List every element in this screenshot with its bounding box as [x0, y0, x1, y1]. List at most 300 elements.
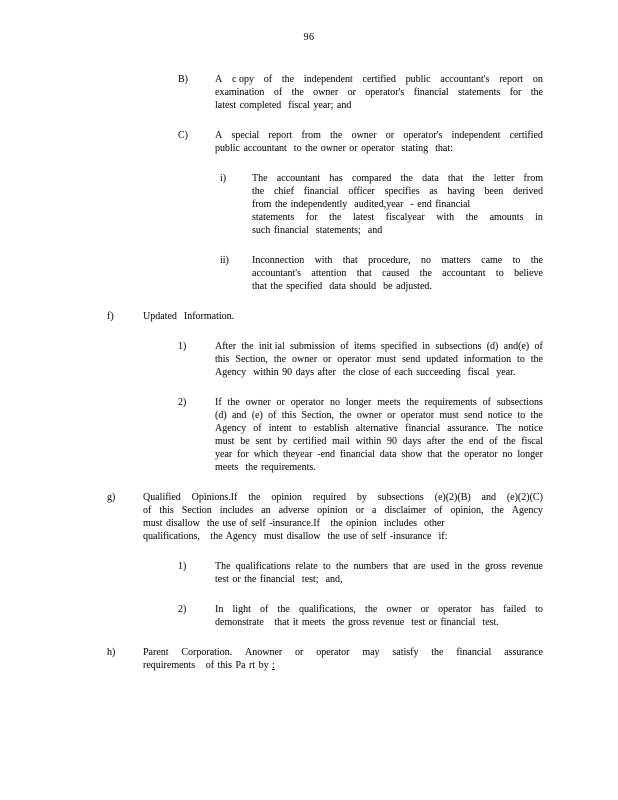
text-word: subsections	[377, 492, 424, 503]
text-word: financial	[303, 186, 339, 197]
text-line-content: meets the requirements.	[215, 462, 316, 473]
text-line	[215, 573, 543, 586]
text-word: of	[253, 423, 262, 434]
text-word: owner	[292, 354, 318, 365]
text-line	[215, 129, 543, 142]
text-line-content: from the independently audited,year - end financial	[252, 199, 471, 210]
text-word: data	[379, 449, 397, 460]
item-marker: h)	[107, 647, 116, 658]
text-word: certified	[293, 436, 327, 447]
text-word: to	[495, 268, 504, 279]
item-marker: B)	[178, 74, 188, 85]
item-text	[215, 396, 543, 474]
text-word: for	[305, 212, 318, 223]
text-line	[215, 409, 543, 422]
text-word: If	[215, 397, 222, 408]
text-word: this	[159, 505, 174, 516]
text-word: the	[277, 604, 290, 615]
text-line	[143, 310, 543, 323]
text-word: the	[419, 268, 432, 279]
text-word: has	[480, 604, 494, 615]
text-word: statements	[458, 87, 501, 98]
text-line-content: qualifications, the Agency must disallow the use of self -insurance if:	[143, 531, 448, 542]
text-word: -end	[317, 449, 336, 460]
text-word: show	[401, 449, 423, 460]
text-line-content: such financial statements; and	[252, 225, 383, 236]
text-word: operator	[337, 354, 371, 365]
text-word: of	[482, 397, 491, 408]
text-word: of	[263, 74, 273, 85]
doc-item-f-2	[178, 396, 543, 474]
text-word: or	[385, 130, 395, 141]
text-word: requirements	[424, 397, 477, 408]
text-word: within	[355, 436, 382, 447]
text-word: Section,	[301, 410, 335, 421]
text-word: which	[253, 449, 279, 460]
text-word: satisfy	[392, 647, 419, 658]
text-word: or	[355, 505, 365, 516]
text-word: or	[276, 397, 285, 408]
text-word: light	[232, 604, 251, 615]
text-word: operator	[464, 449, 498, 460]
text-word: be	[240, 436, 250, 447]
text-line	[215, 461, 543, 474]
text-line	[252, 267, 543, 280]
text-word: of	[273, 87, 283, 98]
text-word: to	[517, 354, 525, 365]
text-line-content: that the specified data should be adjusted.	[252, 281, 432, 292]
text-word: came	[481, 255, 503, 266]
text-word: After	[215, 341, 237, 352]
text-word: latest	[353, 212, 375, 223]
text-line	[215, 435, 543, 448]
doc-item-B	[178, 73, 543, 112]
text-word: the	[291, 87, 304, 98]
text-word: owner	[351, 130, 377, 141]
text-line	[252, 185, 543, 198]
text-word: the	[467, 561, 480, 572]
text-word: as	[429, 186, 438, 197]
text-line	[215, 340, 543, 353]
text-word: believe	[514, 268, 543, 279]
text-word: no	[420, 255, 431, 266]
text-word: independent	[451, 130, 501, 141]
text-line-content: test or the financial test; and,	[215, 574, 343, 585]
text-word: report	[499, 74, 524, 85]
item-marker: 2)	[178, 397, 187, 408]
text-word: matters	[441, 255, 471, 266]
text-word: Agency	[215, 423, 247, 434]
text-word: officer	[348, 186, 375, 197]
text-word: the	[248, 492, 261, 503]
text-word: the	[530, 87, 543, 98]
text-word: chief	[273, 186, 294, 197]
doc-item-g-1	[178, 560, 543, 586]
text-word: owner	[245, 397, 271, 408]
text-word: Inconnection	[252, 255, 305, 266]
text-word: alternative	[355, 423, 398, 434]
text-word: the	[491, 505, 504, 516]
text-word: amounts	[489, 212, 524, 223]
text-word: public	[405, 74, 431, 85]
text-word: the	[530, 410, 543, 421]
text-line	[252, 198, 543, 211]
text-word: A	[215, 74, 223, 85]
text-word: the	[530, 354, 543, 365]
item-marker: C)	[178, 130, 188, 141]
text-word: qualifications,	[298, 604, 356, 615]
text-word: (e)(2)(C)	[506, 492, 543, 503]
text-word: gross	[484, 561, 507, 572]
text-word: must	[439, 410, 459, 421]
text-word: The	[252, 173, 268, 184]
text-word: the	[406, 397, 419, 408]
text-word: the	[273, 354, 287, 365]
text-word: opinion	[317, 505, 348, 516]
text-word: from	[301, 130, 321, 141]
text-word: sent	[255, 436, 272, 447]
item-text	[143, 646, 543, 672]
text-word: the	[431, 647, 444, 658]
text-word: no	[329, 397, 340, 408]
item-marker: 1)	[178, 341, 187, 352]
text-word: the	[451, 436, 464, 447]
text-word: financial	[339, 449, 375, 460]
text-line	[252, 254, 543, 267]
text-line	[252, 280, 543, 293]
text-word: operator	[316, 647, 350, 658]
text-word: data	[422, 173, 439, 184]
doc-item-C-ii	[220, 254, 543, 293]
text-word: financial	[405, 423, 441, 434]
text-word: may	[362, 647, 380, 658]
doc-item-C-i	[220, 172, 543, 237]
text-word: (d)	[215, 410, 227, 421]
item-text	[252, 254, 543, 293]
text-word: operator	[290, 397, 325, 408]
doc-item-g-2	[178, 603, 543, 629]
text-word: the	[503, 436, 516, 447]
text-word: assurance.	[447, 423, 489, 434]
text-word: adverse	[278, 505, 310, 516]
text-word: special	[231, 130, 260, 141]
text-line-content: must disallow the use of self -insurance.If the opinion includes other	[143, 518, 445, 529]
text-word: subsections	[496, 397, 543, 408]
text-line-content: public accountant to the owner or operator stating that:	[215, 143, 453, 154]
text-word: the	[227, 397, 240, 408]
text-word: with	[436, 212, 455, 223]
text-line-content: demonstrate that it meets the gross revenue test or financial test.	[215, 617, 499, 628]
item-marker: f)	[107, 311, 114, 322]
text-word: that	[448, 173, 464, 184]
text-word: must	[376, 354, 397, 365]
text-line	[215, 616, 543, 629]
text-word: of	[434, 505, 443, 516]
text-word: the	[252, 186, 265, 197]
text-line	[215, 396, 543, 409]
doc-item-f	[107, 310, 543, 323]
text-line-content: requirements of this Pa rt by	[143, 660, 273, 671]
item-text	[215, 340, 543, 379]
text-word: of	[534, 341, 543, 352]
text-line	[215, 560, 543, 573]
text-word: fiscalyear	[385, 212, 425, 223]
text-line	[215, 99, 543, 112]
text-word: In	[215, 604, 224, 615]
text-word: been	[484, 186, 504, 197]
text-word: for	[237, 449, 249, 460]
text-word: the	[447, 449, 460, 460]
text-word: specified	[380, 341, 417, 352]
item-marker: i)	[220, 173, 227, 184]
text-word: the	[530, 255, 543, 266]
text-word: compared	[351, 173, 392, 184]
document-body	[0, 73, 618, 672]
text-word: the	[472, 173, 485, 184]
text-word: The	[215, 561, 231, 572]
text-word: from	[523, 173, 543, 184]
text-word: attention	[311, 268, 347, 279]
text-word: on	[532, 74, 543, 85]
text-word: accountant	[442, 268, 486, 279]
text-word: caused	[382, 268, 410, 279]
text-line-content: Updated Information.	[143, 311, 235, 322]
text-line	[252, 211, 543, 224]
text-word: (e)(2)(B)	[434, 492, 471, 503]
text-word: send	[401, 354, 421, 365]
text-word: owner	[386, 604, 412, 615]
text-word: operator	[400, 410, 435, 421]
text-line	[215, 422, 543, 435]
text-word: this	[281, 410, 297, 421]
text-word: procedure,	[368, 255, 411, 266]
item-text	[215, 603, 543, 629]
item-text	[143, 491, 543, 543]
text-word: that	[342, 255, 358, 266]
text-word: the	[330, 130, 343, 141]
text-word: meets	[377, 397, 401, 408]
text-word: failed	[503, 604, 526, 615]
text-line	[215, 603, 543, 616]
text-word: Opinions.If	[191, 492, 238, 503]
text-word: the	[400, 173, 413, 184]
item-text	[215, 73, 543, 112]
text-word: no	[502, 449, 513, 460]
text-word: disclaimer	[384, 505, 427, 516]
text-word: Section	[181, 505, 212, 516]
text-line	[215, 448, 543, 461]
text-word: of	[268, 410, 277, 421]
text-word: or	[322, 354, 332, 365]
text-word: and	[481, 492, 496, 503]
text-word: by	[277, 436, 288, 447]
text-word: and(e)	[503, 341, 530, 352]
text-word: Anowner	[245, 647, 283, 658]
text-word: derived	[513, 186, 543, 197]
text-word: to	[512, 255, 521, 266]
text-line-content: latest completed fiscal year; and	[215, 100, 352, 111]
text-line	[143, 646, 543, 659]
item-marker: ii)	[220, 255, 229, 266]
text-word: after	[426, 436, 446, 447]
text-word: Agency	[511, 505, 543, 516]
text-word: accountant's	[252, 268, 302, 279]
text-word: or	[347, 87, 356, 98]
text-word: Section,	[235, 354, 268, 365]
text-word: year	[215, 449, 233, 460]
doc-item-C	[178, 129, 543, 155]
text-word: with	[314, 255, 333, 266]
text-word: operator's	[403, 130, 443, 141]
text-word: notice	[487, 410, 513, 421]
text-word: accountant's	[440, 74, 490, 85]
text-word: init ial	[258, 341, 285, 352]
text-word: that	[427, 449, 443, 460]
text-word: of	[260, 604, 269, 615]
text-word: financial	[413, 87, 449, 98]
text-word: has	[329, 173, 343, 184]
text-word: or	[387, 410, 396, 421]
text-word: establish	[313, 423, 349, 434]
text-line	[215, 366, 543, 379]
text-word: intent	[268, 423, 292, 434]
text-word: must	[215, 436, 235, 447]
text-word: independent	[303, 74, 353, 85]
text-word: to	[517, 410, 526, 421]
text-word: notice	[518, 423, 543, 434]
text-word: information	[463, 354, 512, 365]
text-word: Qualified	[143, 492, 181, 503]
text-word: fiscal	[521, 436, 543, 447]
text-word: qualifications	[235, 561, 291, 572]
item-text	[143, 310, 543, 323]
item-text	[252, 172, 543, 237]
text-word: by	[356, 492, 367, 503]
text-word: specifies	[384, 186, 420, 197]
text-word: items	[353, 341, 376, 352]
text-word: c opy	[232, 74, 254, 85]
text-line	[143, 517, 543, 530]
text-line	[252, 172, 543, 185]
text-word: the	[365, 604, 378, 615]
text-word: financial	[456, 647, 492, 658]
text-word: certified	[509, 130, 543, 141]
text-word: opinion,	[450, 505, 484, 516]
text-word: owner	[356, 410, 382, 421]
text-word: numbers	[353, 561, 388, 572]
text-word: report	[268, 130, 293, 141]
item-text	[215, 129, 543, 155]
text-word: 90	[387, 436, 398, 447]
text-word: the	[335, 561, 349, 572]
item-text	[215, 560, 543, 586]
doc-item-f-1	[178, 340, 543, 379]
text-word: or	[295, 647, 304, 658]
text-word: owner	[313, 87, 339, 98]
text-line	[143, 491, 543, 504]
text-word: certified	[362, 74, 396, 85]
text-word: that	[356, 268, 372, 279]
text-line	[252, 224, 543, 237]
text-word: that	[393, 561, 409, 572]
text-word: subsections	[435, 341, 482, 352]
text-line	[215, 353, 543, 366]
text-word: a	[372, 505, 377, 516]
text-word: updated	[426, 354, 458, 365]
text-word: (d)	[486, 341, 499, 352]
text-word: are	[413, 561, 426, 572]
text-word: operator	[438, 604, 472, 615]
text-word: in	[422, 341, 431, 352]
doc-item-h	[107, 646, 543, 672]
text-word: longer	[517, 449, 543, 460]
text-word: assurance	[504, 647, 543, 658]
text-word: an	[261, 505, 271, 516]
text-word: statements	[252, 212, 295, 223]
text-word: and	[231, 410, 247, 421]
text-word: days	[402, 436, 422, 447]
text-word: The	[495, 423, 512, 434]
text-word: in	[454, 561, 463, 572]
text-word: to	[298, 423, 307, 434]
text-line	[143, 530, 543, 543]
text-word: this	[215, 354, 230, 365]
page-number: 96	[303, 32, 315, 43]
text-word: end	[468, 436, 484, 447]
text-word: the	[465, 212, 478, 223]
text-word: includes	[219, 505, 254, 516]
text-word: or	[420, 604, 429, 615]
doc-item-g	[107, 491, 543, 543]
text-line	[215, 86, 543, 99]
text-word: of	[143, 505, 152, 516]
text-word: accountant	[276, 173, 321, 184]
text-word: operator's	[365, 87, 405, 98]
text-word: the	[281, 74, 295, 85]
text-word: to	[535, 604, 543, 615]
underlined-colon: :	[272, 660, 275, 671]
text-word: having	[447, 186, 475, 197]
text-word: revenue	[511, 561, 543, 572]
text-word: submission	[290, 341, 336, 352]
text-word: theyear	[282, 449, 313, 460]
text-word: to	[322, 561, 331, 572]
text-line	[215, 73, 543, 86]
text-word: relate	[295, 561, 318, 572]
text-word: longer	[345, 397, 372, 408]
text-word: mail	[332, 436, 350, 447]
text-word: examination	[215, 87, 265, 98]
text-word: send	[464, 410, 483, 421]
text-word: (e)	[251, 410, 263, 421]
text-word: of	[340, 341, 349, 352]
text-word: the	[329, 212, 342, 223]
text-word: in	[535, 212, 543, 223]
text-word: A	[215, 130, 223, 141]
text-word: Parent	[143, 647, 169, 658]
text-word: of	[489, 436, 498, 447]
text-line	[143, 659, 543, 672]
text-word: required	[312, 492, 347, 503]
text-word: the	[339, 410, 352, 421]
item-marker: g)	[107, 492, 116, 503]
item-marker: 1)	[178, 561, 187, 572]
text-word: letter	[493, 173, 515, 184]
text-word: used	[430, 561, 450, 572]
text-line	[143, 504, 543, 517]
text-word: Corporation.	[181, 647, 233, 658]
item-marker: 2)	[178, 604, 187, 615]
